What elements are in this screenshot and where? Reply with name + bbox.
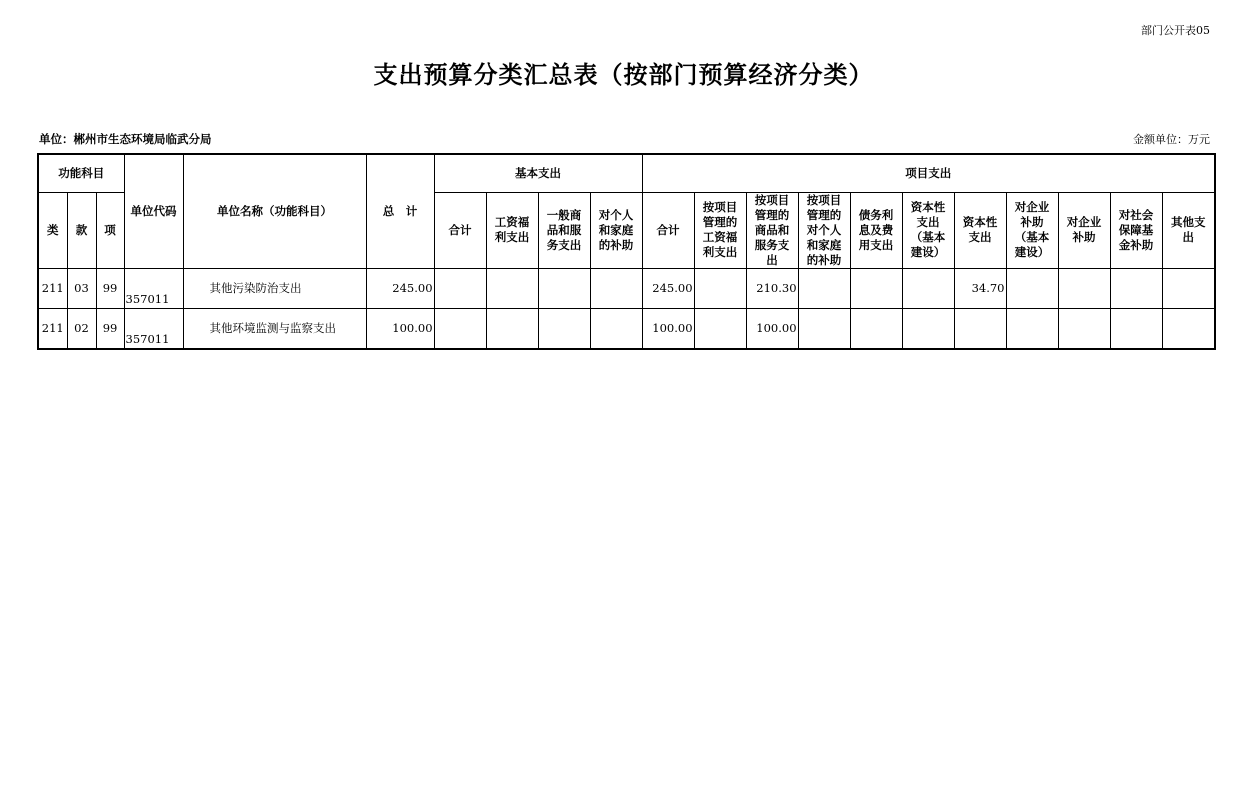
header-project-col [954, 192, 1006, 268]
cell-project [902, 308, 954, 349]
header-basic-col [486, 192, 538, 268]
header-project-col [1058, 192, 1110, 268]
header-project-col [1110, 192, 1162, 268]
cell-project [1162, 308, 1215, 349]
header-project: 项目支出 [642, 154, 1215, 192]
amount-unit-label: 金额单位：万元 [1133, 133, 1210, 146]
cell-xiang: 99 [96, 268, 124, 308]
cell-project [798, 308, 850, 349]
cell-project [902, 268, 954, 308]
cell-project [1110, 308, 1162, 349]
cell-basic [434, 308, 486, 349]
header-project-col [746, 192, 798, 268]
cell-unit-name: 其他环境监测与监察支出 [183, 308, 366, 349]
header-total: 总 计 [366, 154, 434, 268]
cell-basic [590, 268, 642, 308]
page-title: 支出预算分类汇总表（按部门预算经济分类） [373, 60, 874, 89]
cell-project [1162, 268, 1215, 308]
cell-lei: 211 [38, 268, 67, 308]
cell-project [1110, 268, 1162, 308]
header-project-wage: 按项目管理的工资福利支出 [702, 200, 738, 259]
cell-total: 245.00 [366, 268, 434, 308]
header-basic-col [590, 192, 642, 268]
header-basic-personal: 对个人和家庭的补助 [598, 207, 634, 252]
cell-project [850, 268, 902, 308]
header-basic-total: 合计 [448, 222, 472, 237]
cell-project: 34.70 [954, 268, 1006, 308]
cell-lei: 211 [38, 308, 67, 349]
form-number: 部门公开表05 [1141, 24, 1210, 37]
header-project-col [1006, 192, 1058, 268]
cell-basic [486, 268, 538, 308]
header-project-goods: 按项目管理的商品和服务支出 [754, 192, 790, 267]
cell-basic [538, 308, 590, 349]
cell-basic [486, 308, 538, 349]
cell-project [694, 268, 746, 308]
header-basic-col [434, 192, 486, 268]
cell-project [850, 308, 902, 349]
header-unit-code: 单位代码 [124, 154, 183, 268]
header-project-col [694, 192, 746, 268]
header-basic-col [538, 192, 590, 268]
cell-unit-code: 357011 [124, 308, 183, 349]
header-project-total: 合计 [656, 222, 680, 237]
header-project-other: 其他支出 [1171, 215, 1206, 244]
header-basic-wage: 工资福利支出 [494, 215, 530, 244]
cell-project [798, 268, 850, 308]
cell-project: 100.00 [642, 308, 694, 349]
header-func-subject: 功能科目 [38, 154, 124, 192]
cell-xiang: 99 [96, 308, 124, 349]
cell-project [1006, 268, 1058, 308]
cell-kuan: 03 [67, 268, 96, 308]
header-basic: 基本支出 [434, 154, 642, 192]
table-row [38, 268, 1215, 308]
cell-project [1058, 268, 1110, 308]
cell-project [694, 308, 746, 349]
header-project-col [1162, 192, 1215, 268]
cell-kuan: 02 [67, 308, 96, 349]
cell-unit-code: 357011 [124, 268, 183, 308]
header-project-enterprise-construction: 对企业补助（基本建设） [1014, 200, 1050, 259]
cell-total: 100.00 [366, 308, 434, 349]
header-kuan: 款 [67, 192, 96, 268]
cell-project: 210.30 [746, 268, 798, 308]
header-project-capital: 资本性支出 [962, 215, 998, 244]
header-project-col [902, 192, 954, 268]
cell-project [954, 308, 1006, 349]
budget-table [37, 153, 1216, 350]
header-basic-goods: 一般商品和服务支出 [546, 207, 582, 252]
header-project-enterprise: 对企业补助 [1066, 215, 1102, 244]
table-row [38, 308, 1215, 349]
header-xiang: 项 [96, 192, 124, 268]
header-lei: 类 [38, 192, 67, 268]
header-project-personal: 按项目管理的对个人和家庭的补助 [806, 192, 842, 267]
cell-project [1006, 308, 1058, 349]
cell-project [1058, 308, 1110, 349]
cell-basic [434, 268, 486, 308]
header-project-col [642, 192, 694, 268]
header-unit-name: 单位名称（功能科目） [183, 154, 366, 268]
cell-project: 245.00 [642, 268, 694, 308]
header-project-capital-construction: 资本性支出（基本建设） [910, 200, 946, 259]
cell-basic [538, 268, 590, 308]
header-project-col [850, 192, 902, 268]
header-project-debt: 债务利息及费用支出 [858, 207, 894, 252]
header-project-social-security: 对社会保障基金补助 [1118, 207, 1154, 252]
cell-project: 100.00 [746, 308, 798, 349]
header-project-col [798, 192, 850, 268]
cell-unit-name: 其他污染防治支出 [183, 268, 366, 308]
unit-label: 单位：郴州市生态环境局临武分局 [39, 132, 212, 146]
cell-basic [590, 308, 642, 349]
